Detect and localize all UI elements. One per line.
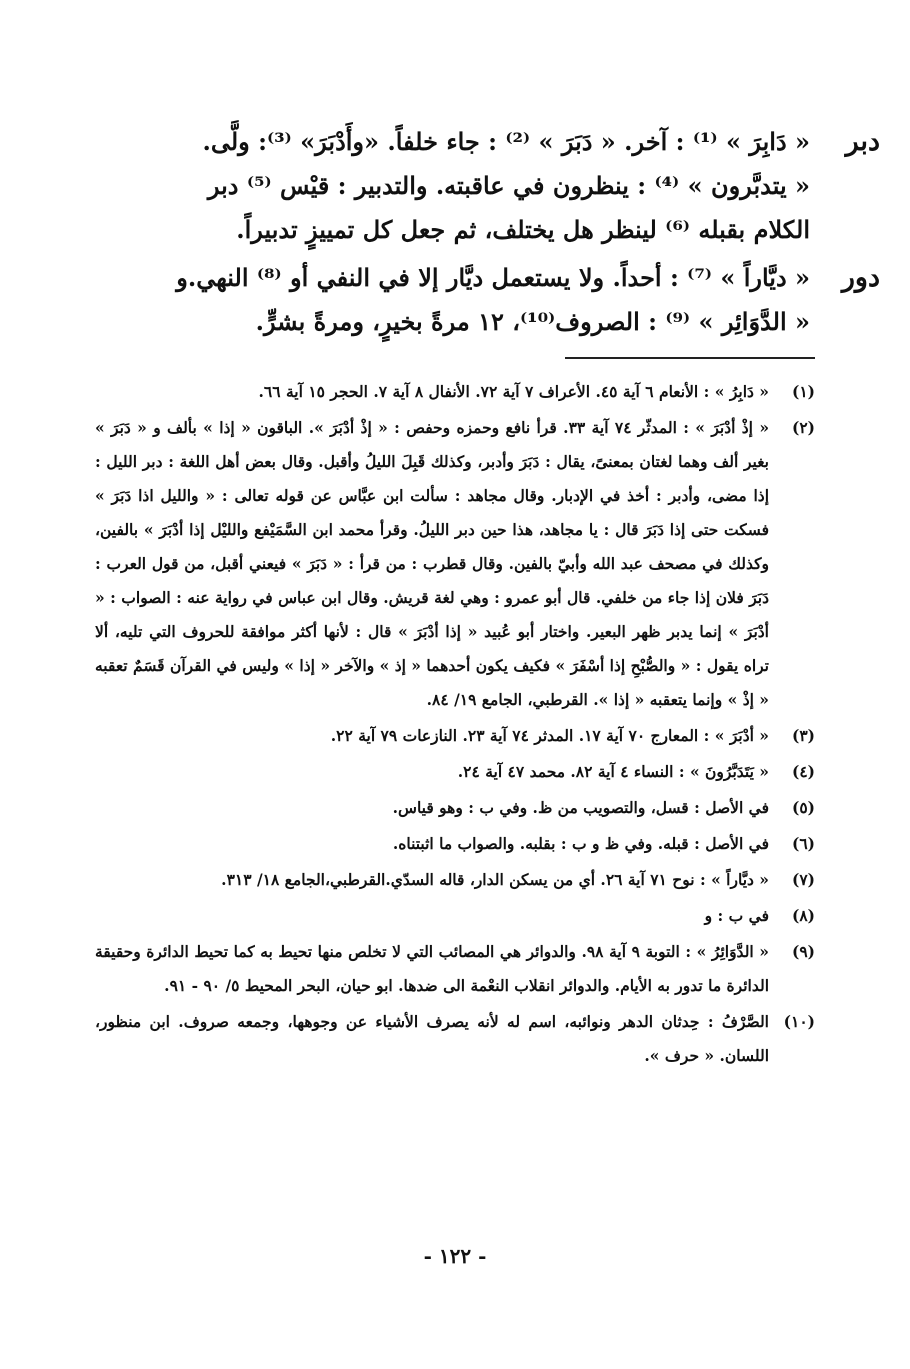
footnote-text: « أدْبَرَ » : المعارج ٧٠ آية ١٧. المدثر ٧٤ آية ٢٣. النازعات ٧٩ آية ٢٢.	[330, 726, 769, 745]
footnote-text: في الأصل : قسل، والتصويب من ظ. وفي ب : وهو قياس.	[392, 798, 769, 817]
footnote	[95, 719, 815, 753]
footnote	[95, 411, 815, 717]
footnote-number: (٧)	[791, 870, 815, 889]
footnote-number: (١٠)	[783, 1012, 815, 1031]
entry-line: الكلام بقبله ⁽⁶⁾ لينظر هل يختلف، ثم جعل كل تمييزٍ تدبيراً.	[236, 215, 810, 244]
footnote-number: (٩)	[791, 942, 815, 961]
footnote	[95, 791, 815, 825]
page-number: - ١٢٢ -	[423, 1244, 487, 1268]
footnote-text: « دَابِرُ » : الأنعام ٦ آية ٤٥. الأعراف ٧ آية ٧٢. الأنفال ٨ آية ٧. الحجر ١٥ آية ٦٦.	[258, 382, 769, 401]
footnote-number: (٨)	[791, 906, 815, 925]
footnote-text: « يَتَدَبَّرُونَ » : النساء ٤ آية ٨٢. محمد ٤٧ آية ٢٤.	[457, 762, 769, 781]
footnote-number: (٣)	[791, 726, 815, 745]
footnote-number: (٦)	[791, 834, 815, 853]
footnote	[95, 863, 815, 897]
footnote-text: الصَّرْفُ : حِدثان الدهر ونوائبه، اسم له لأنه يصرف الأشياء عن وجوهها، وجمعه صروف. ابن منظور، اللسان. « حرف ».	[95, 1012, 769, 1065]
footnote-number: (٢)	[791, 418, 815, 437]
footnote-number: (١)	[791, 382, 815, 401]
footnote	[95, 827, 815, 861]
footnote	[95, 935, 815, 1003]
footnote	[95, 1005, 815, 1073]
footnote-number: (٤)	[791, 762, 815, 781]
footnote	[95, 899, 815, 933]
entry-line: « ديَّاراً » ⁽⁷⁾ : أحداً. ولا يستعمل ديَّار إلا في النفي أو ⁽⁸⁾ النهي.و	[176, 263, 810, 292]
entry-dwr	[80, 256, 880, 344]
headword-dwr: دور	[841, 262, 880, 293]
footnote-text: « الدَّوَائِرُ » : التوبة ٩ آية ٩٨. والدوائر هي المصائب التي لا تخلص منها تحيط به كما تحيط الدائرة وحقيقة الدائرة ما تدور به الأيام. والدوائر انقلاب النعْمة الى ضدها. ابو حيان، البحر المحيط ٥/ ٩٠ - ٩١.	[95, 942, 769, 995]
footnote-text: « ديَّاراً » : نوح ٧١ آية ٢٦. أي من يسكن الدار، قاله السدّي.القرطبي،الجامع ١٨/ ٣١٣.	[221, 870, 769, 889]
headword-dbr: دبر	[845, 126, 880, 157]
footnote-text: « إذْ أدْبَرَ » : المدثّر ٧٤ آية ٣٣. قرأ نافع وحمزه وحفص : « إذْ أدْبَرَ ». الباقون « إذا » بألف و « دَبَرَ » بغير ألف وهما لغتان بمعنىً، يقال : دَبَرَ وأدبر، وكذلك قَبِلَ الليلُ وأقبل. وقال بعض أهل اللغة : دبر الليل : إذا مضى، وأدبر : أخذ في الإدبار. وقال مجاهد : سألت ابن عبَّاس عن قوله تعالى : « والليل اذا دَبَرَ » فسكت حتى إذا دَبَرَ قال : يا مجاهد، هذا حين دبر الليلُ. وقرأ محمد ابن السَّمَيْفع والليْل إذا أدْبَرَ » بالفين، وكذلك في مصحف عبد الله وأبيّ بالفين. وقال قطرب : من قرأ : « دَبَرَ » فيعني أقبل، من قول العرب : دَبَرَ فلان إذا جاء من خلفي. قال أبو عمرو : وهي لغة قريش. وقال ابن عباس في رواية عنه : الصواب : « أدْبَرَ » إنما يدبر ظهر البعير. واختار أبو عُبيد « إذا أدْبَرَ » قال : لأنها أكثر موافقة للحروف التي تليه، ألا تراه يقول : « والصُّبْحِ إذا أسْفَرَ » فكيف يكون أحدهما « إذ » والآخر « إذا » وليس في القرآن قَسَمٌ تعقبه « إذْ » وإنما يتعقبه « إذا ». القرطبي، الجامع ١٩/ ٨٤.	[95, 418, 769, 709]
footnote	[95, 755, 815, 789]
entry-dbr	[80, 120, 880, 252]
footnote-number: (٥)	[791, 798, 815, 817]
footnote-text: في ب : و	[704, 906, 769, 925]
entry-line: « دَابِرَ » ⁽¹⁾ : آخر. « دَبَرَ » ⁽²⁾ : جاء خلفاً. «وأَدْبَرَ» ⁽³⁾: ولَّى.	[202, 127, 810, 156]
footnote	[95, 375, 815, 409]
footnote-separator	[565, 357, 815, 359]
entry-line: « الدَّوَائِر » ⁽⁹⁾ : الصروف⁽¹⁰⁾، ١٢ مرةً بخيرٍ، ومرةً بشرٍّ.	[255, 307, 810, 336]
footnote-text: في الأصل : قبله. وفي ظ و ب : بقلبه. والصواب ما اثبتناه.	[392, 834, 769, 853]
footnotes	[95, 375, 815, 1075]
entry-line: « يتدبَّرون » ⁽⁴⁾ : ينظرون في عاقبته. والتدبير : قيْس ⁽⁵⁾ دبر	[207, 171, 810, 200]
